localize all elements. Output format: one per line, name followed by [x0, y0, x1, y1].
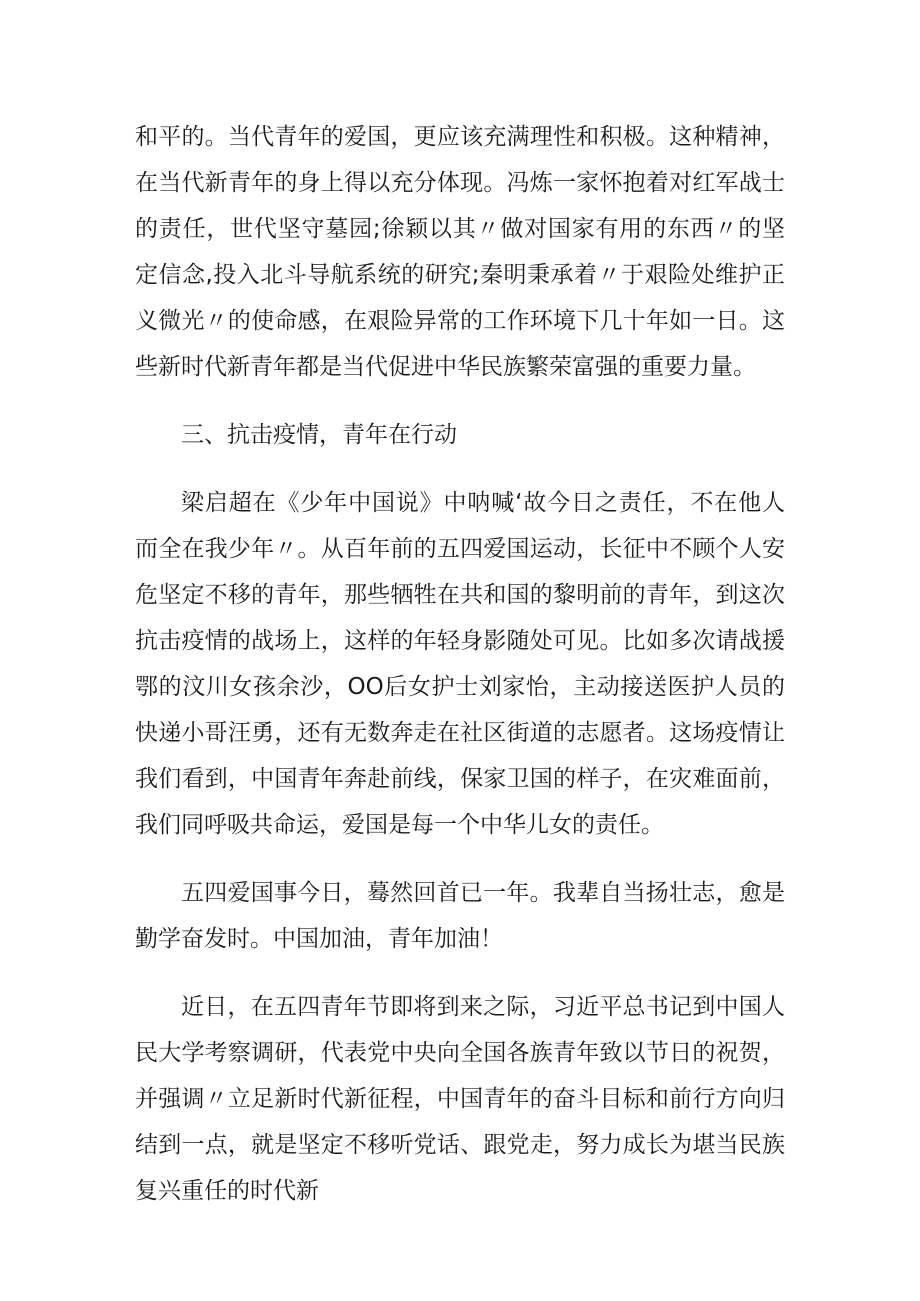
- paragraph-continuation: 和平的。当代青年的爱国，更应该充满理性和积极。这种精神，在当代新青年的身上得以充分体现。冯炼一家怀抱着对红军战士的责任，世代坚守墓园;徐颖以其〃做对国家有用的东西〃的坚定信念,投入北斗导航系统的研究;秦明秉承着〃于艰险处维护正义微光〃的使命感，在艰险异常的工作环境下几十年如一日。这些新时代新青年都是当代促进中华民族繁荣富强的重要力量。: [135, 124, 785, 380]
- document-body: [135, 114, 785, 1236]
- paragraph: 近日，在五四青年节即将到来之际，习近平总书记到中国人民大学考察调研，代表党中央向全国各族青年致以节日的祝贺，并强调〃立足新时代新征程，中国青年的奋斗目标和前行方向归结到一点，就是坚定不移听党话、跟党走，努力成长为堪当民族复兴重任的时代新: [135, 994, 785, 1204]
- section-heading: 三、抗击疫情，青年在行动: [181, 422, 457, 448]
- paragraph: 梁启超在《少年中国说》中呐喊‘故今日之责任，不在他人而全在我少年〃。从百年前的五四爱国运动，长征中不顾个人安危坚定不移的青年，那些牺牲在共和国的黎明前的青年，到这次抗击疫情的战场上，这样的年轻身影随处可见。比如多次请战援鄂的汶川女孩余沙，OO后女护士刘家怡，主动接送医护人员的快递小哥汪勇，还有无数奔走在社区街道的志愿者。这场疫情让我们看到，中国青年奔赴前线，保家卫国的样子，在灾难面前，我们同呼吸共命运，爱国是每一个中华儿女的责任。: [135, 490, 785, 838]
- paragraph: 五四爱国事今日，蓦然回首已一年。我辈自当扬壮志，愈是勤学奋发时。中国加油，青年加油！: [135, 880, 785, 952]
